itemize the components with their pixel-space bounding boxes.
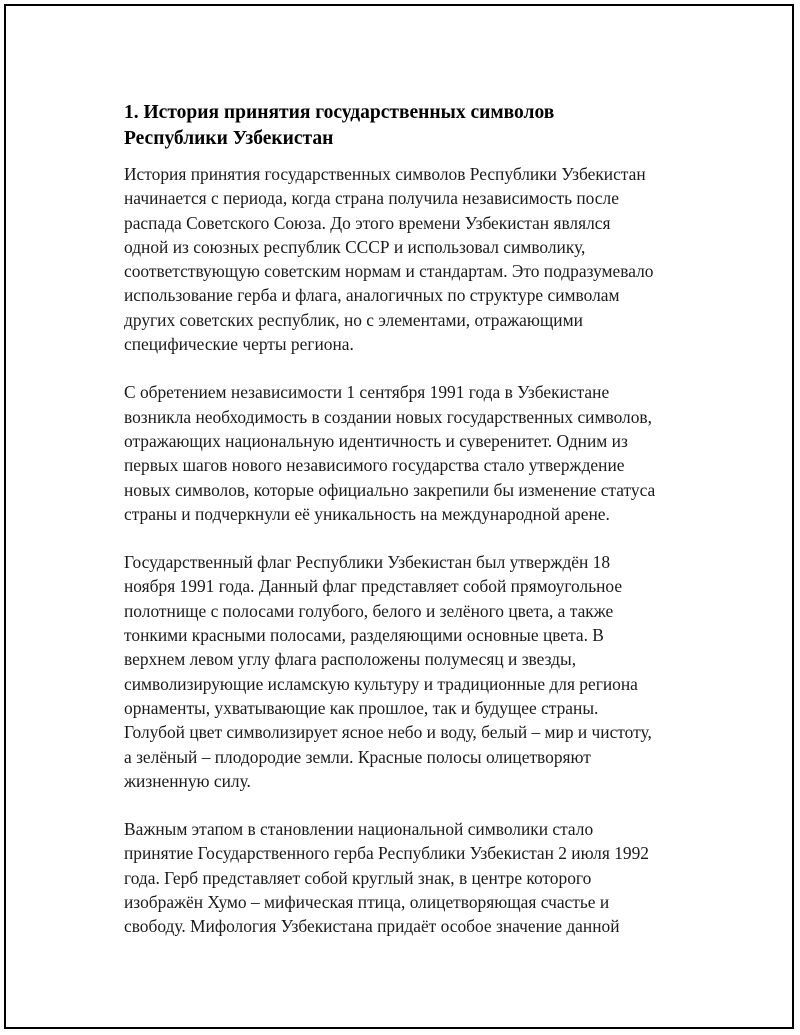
paragraph-3 <box>124 550 704 793</box>
text-line: полотнище с полосами голубого, белого и зелёного цвета, а также <box>124 600 614 621</box>
text-line: первых шагов нового независимого государства стало утверждение <box>124 455 625 476</box>
text-line: История принятия государственных символов Республики Узбекистан <box>124 164 646 184</box>
text-line: специфические черты региона. <box>124 334 354 355</box>
text-line: а зелёный – плодородие земли. Красные полосы олицетворяют <box>124 746 591 767</box>
text-line: принятие Государственного герба Республики Узбекистан 2 июля 1992 <box>124 843 649 864</box>
text-line: символизирующие исламскую культуру и традиционные для региона <box>124 673 638 694</box>
text-line: соответствующую советским нормам и стандартам. Это подразумевало <box>124 261 654 282</box>
text-line: начинается с периода, когда страна получила независимость после <box>124 188 619 209</box>
text-line: верхнем левом углу флага расположены полумесяц и звезды, <box>124 649 577 670</box>
document-content <box>124 100 704 963</box>
section-heading <box>124 100 704 152</box>
text-line: отражающих национальную идентичность и суверенитет. Одним из <box>124 430 628 451</box>
paragraph-2 <box>124 380 704 526</box>
text-line: тонкими красными полосами, разделяющими основные цвета. В <box>124 625 604 646</box>
text-line: Государственный флаг Республики Узбекистан был утверждён 18 <box>124 552 611 573</box>
text-line: других советских республик, но с элементами, отражающими <box>124 309 583 330</box>
page-frame <box>4 4 794 1029</box>
text-line: Важным этапом в становлении национальной символики стало <box>124 819 594 840</box>
paragraph-1 <box>124 162 704 356</box>
text-line: орнаменты, ухватывающие как прошлое, так и будущее страны. <box>124 697 599 718</box>
paragraph-4 <box>124 817 704 938</box>
text-line: свободу. Мифология Узбекистана придаёт особое значение данной <box>124 916 620 937</box>
heading-line-2: Республики Узбекистан <box>124 128 334 149</box>
text-line: новых символов, которые официально закрепили бы изменение статуса <box>124 479 656 500</box>
text-line: распада Советского Союза. До этого времени Узбекистан являлся <box>124 212 611 233</box>
text-line: года. Герб представляет собой круглый знак, в центре которого <box>124 867 592 888</box>
heading-line-1: 1. История принятия государственных символов <box>124 102 555 123</box>
text-line: С обретением независимости 1 сентября 1991 года в Узбекистане <box>124 382 610 403</box>
text-line: изображён Хумо – мифическая птица, олицетворяющая счастье и <box>124 892 610 913</box>
text-line: жизненную силу. <box>124 770 251 791</box>
text-line: использование герба и флага, аналогичных по структуре символам <box>124 285 620 306</box>
text-line: страны и подчеркнули её уникальность на международной арене. <box>124 503 610 524</box>
text-line: возникла необходимость в создании новых государственных символов, <box>124 406 652 427</box>
text-line: ноября 1991 года. Данный флаг представляет собой прямоугольное <box>124 576 623 597</box>
text-line: Голубой цвет символизирует ясное небо и воду, белый – мир и чистоту, <box>124 722 652 743</box>
text-line: одной из союзных республик СССР и использовал символику, <box>124 236 586 257</box>
